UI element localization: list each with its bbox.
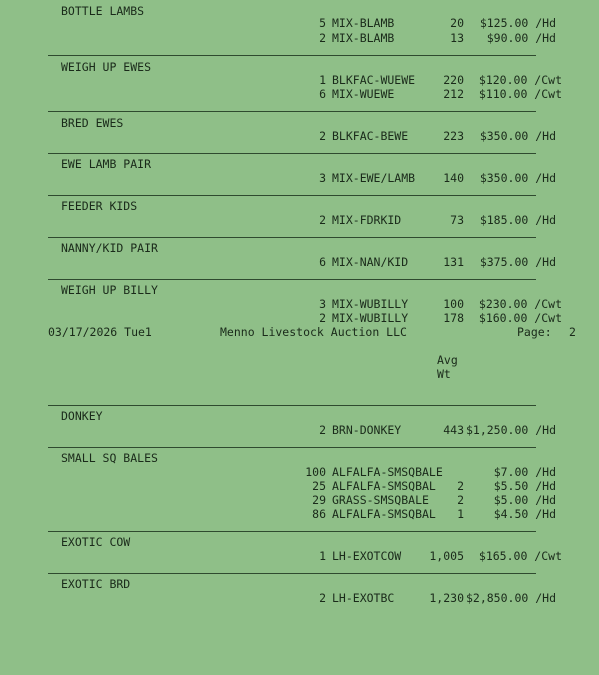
category-heading: WEIGH UP BILLY xyxy=(61,283,158,297)
lot-price: $230.00 /Cwt xyxy=(478,297,562,311)
lot-description: MIX-WUBILLY xyxy=(332,311,409,325)
lot-qty: 3 xyxy=(319,297,326,311)
lot-row xyxy=(0,311,599,325)
category-heading: DONKEY xyxy=(61,409,103,423)
lot-price: $90.00 /Hd xyxy=(486,31,556,45)
lot-row xyxy=(0,507,599,521)
page-label: Page: xyxy=(517,325,552,339)
lot-price: $375.00 /Hd xyxy=(479,255,556,269)
lot-row xyxy=(0,479,599,493)
divider-rule xyxy=(48,531,536,532)
lot-qty: 29 xyxy=(312,493,326,507)
lot-qty: 2 xyxy=(319,213,326,227)
lot-qty: 1 xyxy=(319,549,326,563)
lot-price: $125.00 /Hd xyxy=(479,16,556,30)
lot-weight: 100 xyxy=(443,297,464,311)
lot-qty: 2 xyxy=(319,311,326,325)
lot-weight: 13 xyxy=(450,31,464,45)
category-heading: EWE LAMB PAIR xyxy=(61,157,152,171)
lot-price: $1,250.00 /Hd xyxy=(465,423,556,437)
column-header-wt xyxy=(0,367,599,409)
lot-description: LH-EXOTBC xyxy=(332,591,395,605)
divider-rule xyxy=(48,111,536,112)
lot-qty: 2 xyxy=(319,31,326,45)
lot-description: MIX-WUEWE xyxy=(332,87,395,101)
lot-price: $165.00 /Cwt xyxy=(478,549,562,563)
lot-row xyxy=(0,213,599,227)
wt-label: Wt xyxy=(437,367,451,381)
lot-weight: 223 xyxy=(443,129,464,143)
report-date: 03/17/2026 Tue1 xyxy=(48,325,152,339)
lot-weight: 443 xyxy=(443,423,464,437)
lot-qty: 6 xyxy=(319,255,326,269)
lot-row xyxy=(0,591,599,605)
lot-description: MIX-EWE/LAMB xyxy=(332,171,416,185)
lot-description: LH-EXOTCOW xyxy=(332,549,402,563)
lot-description: ALFALFA-SMSQBALE xyxy=(332,465,443,479)
lot-row xyxy=(0,465,599,479)
category-heading: EXOTIC COW xyxy=(61,535,131,549)
lot-qty: 100 xyxy=(305,465,326,479)
lot-price: $5.50 /Hd xyxy=(493,479,556,493)
lot-description: ALFALFA-SMSQBAL xyxy=(332,507,436,521)
divider-rule xyxy=(48,447,536,448)
divider-rule xyxy=(48,55,536,56)
lot-price: $160.00 /Cwt xyxy=(478,311,562,325)
lot-row xyxy=(0,129,599,143)
page-number: 2 xyxy=(569,325,576,339)
lot-row xyxy=(0,423,599,437)
lot-price: $185.00 /Hd xyxy=(479,213,556,227)
category-heading: SMALL SQ BALES xyxy=(61,451,158,465)
lot-price: $110.00 /Cwt xyxy=(478,87,562,101)
lot-qty: 2 xyxy=(319,591,326,605)
category-heading: BRED EWES xyxy=(61,116,124,130)
lot-weight: 178 xyxy=(443,311,464,325)
lot-price: $4.50 /Hd xyxy=(493,507,556,521)
lot-price: $120.00 /Cwt xyxy=(478,73,562,87)
lot-weight: 20 xyxy=(450,16,464,30)
lot-qty: 1 xyxy=(319,73,326,87)
lot-weight: 1 xyxy=(457,507,464,521)
lot-description: ALFALFA-SMSQBAL xyxy=(332,479,436,493)
lot-row xyxy=(0,255,599,269)
lot-weight: 2 xyxy=(457,493,464,507)
lot-row xyxy=(0,171,599,185)
lot-price: $5.00 /Hd xyxy=(493,493,556,507)
divider-rule xyxy=(48,237,536,238)
lot-row xyxy=(0,16,599,30)
divider-rule xyxy=(48,279,536,280)
lot-row xyxy=(0,73,599,87)
category-heading: NANNY/KID PAIR xyxy=(61,241,158,255)
lot-row xyxy=(0,493,599,507)
lot-weight: 140 xyxy=(443,171,464,185)
lot-qty: 2 xyxy=(319,129,326,143)
divider-rule xyxy=(48,573,536,574)
lot-qty: 6 xyxy=(319,87,326,101)
lot-description: MIX-WUBILLY xyxy=(332,297,409,311)
lot-qty: 3 xyxy=(319,171,326,185)
lot-row xyxy=(0,297,599,311)
lot-qty: 25 xyxy=(312,479,326,493)
lot-qty: 5 xyxy=(319,16,326,30)
divider-rule xyxy=(48,405,536,406)
lot-description: MIX-BLAMB xyxy=(332,31,395,45)
lot-description: MIX-BLAMB xyxy=(332,16,395,30)
lot-description: BRN-DONKEY xyxy=(332,423,402,437)
lot-price: $2,850.00 /Hd xyxy=(465,591,556,605)
category-heading: BOTTLE LAMBS xyxy=(61,4,145,18)
lot-qty: 86 xyxy=(312,507,326,521)
lot-qty: 2 xyxy=(319,423,326,437)
lot-price: $350.00 /Hd xyxy=(479,171,556,185)
divider-rule xyxy=(48,195,536,196)
lot-row xyxy=(0,549,599,563)
lot-weight: 212 xyxy=(443,87,464,101)
lot-weight: 1,005 xyxy=(429,549,464,563)
lot-description: MIX-FDRKID xyxy=(332,213,402,227)
lot-weight: 1,230 xyxy=(429,591,464,605)
lot-weight: 131 xyxy=(443,255,464,269)
divider-rule xyxy=(48,153,536,154)
lot-weight: 220 xyxy=(443,73,464,87)
category-heading: FEEDER KIDS xyxy=(61,199,138,213)
lot-description: MIX-NAN/KID xyxy=(332,255,409,269)
category-heading: EXOTIC BRD xyxy=(61,577,131,591)
lot-price: $7.00 /Hd xyxy=(493,465,556,479)
lot-description: BLKFAC-WUEWE xyxy=(332,73,416,87)
lot-description: BLKFAC-BEWE xyxy=(332,129,409,143)
category-heading: WEIGH UP EWES xyxy=(61,60,152,74)
lot-description: GRASS-SMSQBALE xyxy=(332,493,429,507)
lot-weight: 73 xyxy=(450,213,464,227)
lot-row xyxy=(0,31,599,45)
lot-price: $350.00 /Hd xyxy=(479,129,556,143)
avg-label: Avg xyxy=(437,353,458,367)
lot-row xyxy=(0,87,599,101)
lot-weight: 2 xyxy=(457,479,464,493)
company-name: Menno Livestock Auction LLC xyxy=(220,325,407,339)
